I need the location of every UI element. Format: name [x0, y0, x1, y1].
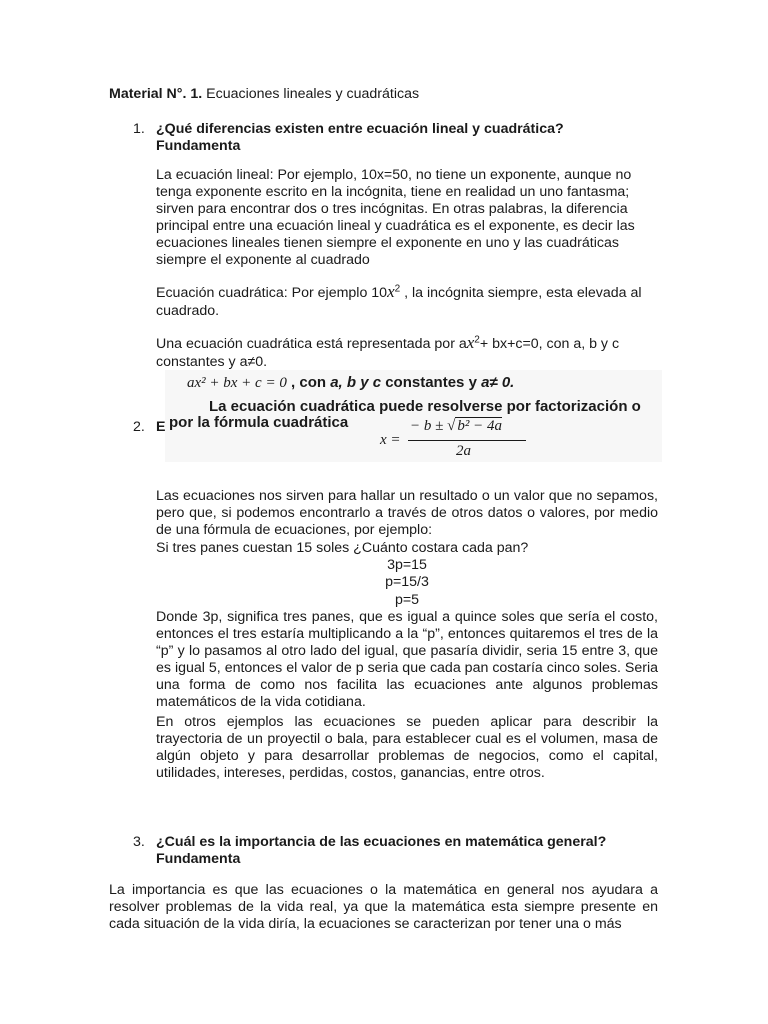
title-rest: Ecuaciones lineales y cuadráticas: [202, 86, 420, 102]
formula-line2: La ecuación cuadrática puede resolverse por factorización o: [209, 398, 641, 415]
formula-con: , con: [286, 374, 331, 391]
formula-numerator: − b ± √ b² − 4a: [410, 418, 502, 434]
q3-number: 3.: [133, 834, 145, 850]
q1-p2-exp: 2: [394, 283, 401, 295]
q1-p2-before: Ecuación cuadrática: Por ejemplo 10: [156, 285, 388, 301]
q1-p3-before: Una ecuación cuadrática está representada por a: [156, 336, 467, 352]
q3-heading-line2: Fundamenta: [156, 851, 241, 867]
q1-p3-after: + bx+c=0, con a, b y c constantes y a≠0.: [156, 336, 620, 370]
q2-heading: E: [156, 419, 166, 435]
q3-para: La importancia es que las ecuaciones o la matemática en general nos ayudara a resolver problemas de la vida real, ya que la matemática esta siempre presente en cada situación de la vida diría, la ecuaciones se caracterizan por tener una o más: [109, 882, 658, 932]
quadratic-formula-image: [165, 370, 662, 462]
q2-number: 2.: [133, 419, 145, 435]
formula-numerator-left: − b ±: [410, 418, 448, 434]
q1-para-representation: [156, 334, 658, 371]
q1-p3-exp: 2: [474, 334, 480, 346]
formula-denominator: 2a: [456, 443, 471, 459]
formula-line1: [187, 374, 514, 392]
q1-p3-var: x: [466, 333, 475, 352]
formula-condition: a≠ 0.: [481, 374, 515, 391]
formula-line3: por la fórmula cuadrática: [169, 414, 349, 431]
q2-eq1: 3p=15: [387, 557, 427, 573]
title-bold: Material N°. 1.: [109, 86, 203, 102]
formula-equation: ax² + bx + c = 0: [187, 375, 287, 391]
q2-para-example: Si tres panes cuestan 15 soles ¿Cuánto costara cada pan?: [156, 540, 529, 556]
q1-heading-line1: ¿Qué diferencias existen entre ecuación lineal y cuadrática?: [156, 121, 564, 137]
document-title: [109, 86, 419, 103]
q1-p2-var: x: [387, 282, 395, 301]
formula-radicand: b² − 4a: [457, 418, 502, 434]
q3-heading-line1: ¿Cuál es la importancia de las ecuaciones en matemática general?: [156, 834, 607, 850]
q1-p2-after: , la incógnita siempre, esta elevada al cuadrado.: [156, 285, 642, 319]
formula-x-equals: x =: [380, 432, 401, 448]
q3-heading: [156, 834, 656, 868]
q2-para-intro: Las ecuaciones nos sirven para hallar un resultado o un valor que no sepamos, pero que, si podemos encontrarlo a través de otros datos o valores, por medio de una fórmula de ecuaciones, por ejemplo:: [156, 488, 658, 538]
quadratic-formula: [380, 420, 530, 462]
formula-constantes: constantes y: [381, 374, 482, 391]
q2-eq2: p=15/3: [385, 574, 429, 590]
q2-eq3: p=5: [394, 592, 420, 608]
q1-heading: [156, 121, 636, 155]
formula-abc: a, b y c: [330, 374, 382, 391]
q1-para-quadratic: [156, 283, 658, 320]
q2-para-explanation: Donde 3p, significa tres panes, que es igual a quince soles que sería el costo, entonces el tres estaría multiplicando a la “p”, entonces quitaremos el tres de la “p” y lo pasamos al otro lado del igual, que pasaría dividir, seria 15 entre 3, que es igual 5, entonces el valor de p seria que cada pan costaría cinco soles. Seria una forma de como nos facilita las ecuaciones ante algunos problemas matemáticos de la vida cotidiana.: [156, 609, 658, 710]
q1-para-linear: La ecuación lineal: Por ejemplo, 10x=50, no tiene un exponente, aunque no tenga exponente escrito en la incógnita, tiene en realidad un uno fantasma; sirven para encontrar dos o tres incógnitas. En otras palabras, la diferencia principal entre una ecuación lineal y cuadrática es el exponente, es decir las ecuaciones lineales tienen siempre el exponente en uno y las cuadráticas siempre el exponente al cuadrado: [156, 167, 635, 268]
q1-heading-line2: Fundamenta: [156, 138, 241, 154]
q2-para-other-examples: En otros ejemplos las ecuaciones se pueden aplicar para describir la trayectoria de un proyectil o bala, para establecer cual es el volumen, masa de algún objeto y para desarrollar problemas de negocios, como el capital, utilidades, intereses, perdidas, costos, ganancias, entre otros.: [156, 714, 658, 781]
q1-number: 1.: [133, 121, 145, 137]
formula-fraction-bar: [408, 440, 526, 441]
